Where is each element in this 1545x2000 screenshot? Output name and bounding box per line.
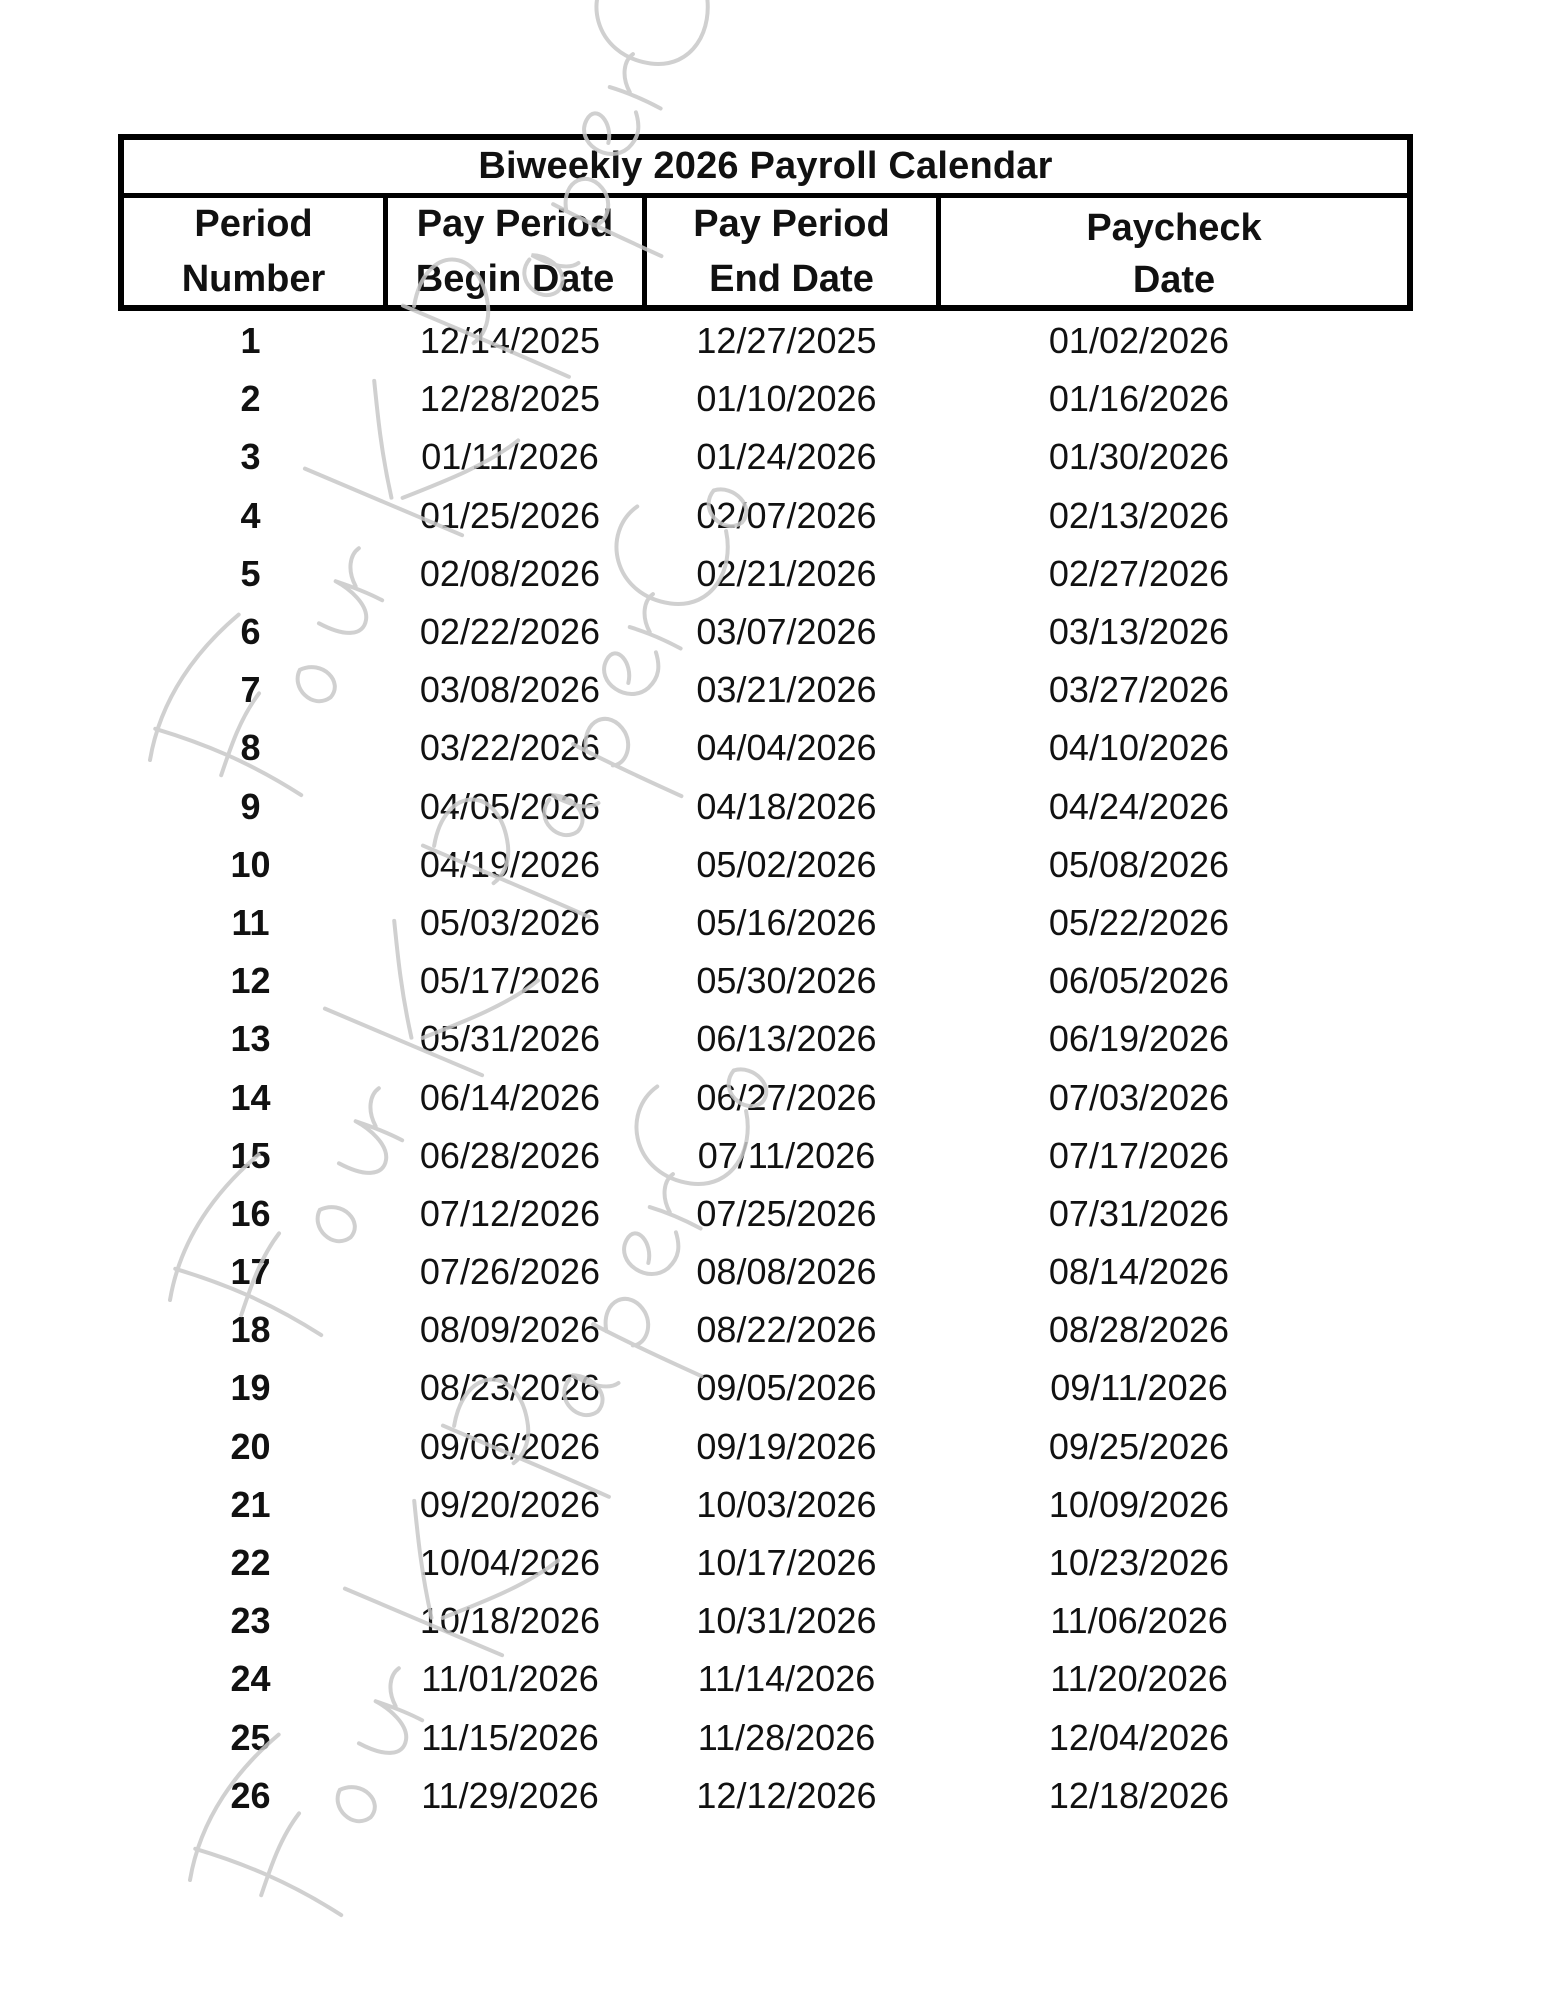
- period-number-cell: 4: [240, 494, 261, 536]
- paycheck-date-cell: 07/03/2026: [1048, 1076, 1230, 1118]
- end-date-cell: 02/21/2026: [696, 552, 877, 594]
- period-number-cell: 26: [230, 1774, 271, 1816]
- paycheck-date-cell: 02/13/2026: [1048, 494, 1230, 536]
- header-end-date-line1: Pay Period: [693, 202, 890, 245]
- end-date-cell: 01/24/2026: [696, 436, 877, 478]
- header-period-number-line2: Number: [181, 257, 326, 300]
- table-row: [118, 428, 1413, 486]
- payroll-table-header: [118, 134, 1413, 311]
- end-date-cell: 07/11/2026: [697, 1134, 876, 1176]
- period-number-cell: 5: [240, 552, 261, 594]
- end-date-cell: 10/31/2026: [696, 1600, 877, 1642]
- table-row: [118, 1359, 1413, 1417]
- end-date-cell: 03/07/2026: [696, 611, 877, 653]
- table-row: [118, 661, 1413, 719]
- begin-date-cell: 07/26/2026: [419, 1251, 601, 1293]
- end-date-cell: 09/05/2026: [696, 1367, 877, 1409]
- end-date-cell: 10/17/2026: [696, 1542, 877, 1584]
- table-row: [118, 1068, 1413, 1126]
- begin-date-cell: 07/12/2026: [419, 1192, 601, 1234]
- begin-date-cell: 10/18/2026: [419, 1600, 601, 1642]
- begin-date-cell: 09/20/2026: [419, 1483, 601, 1525]
- end-date-cell: 11/28/2026: [697, 1716, 876, 1758]
- period-number-cell: 3: [240, 436, 261, 478]
- end-date-cell: 08/08/2026: [696, 1251, 877, 1293]
- begin-date-cell: 05/03/2026: [419, 901, 601, 943]
- begin-date-cell: 08/09/2026: [419, 1309, 601, 1351]
- table-row: [118, 370, 1413, 428]
- begin-date-cell: 06/14/2026: [419, 1076, 601, 1118]
- table-row: [118, 1592, 1413, 1650]
- paycheck-date-cell: 05/08/2026: [1048, 843, 1230, 885]
- table-row: [118, 894, 1413, 952]
- period-number-cell: 10: [230, 843, 271, 885]
- end-date-cell: 12/27/2025: [696, 320, 877, 362]
- end-date-cell: 02/07/2026: [696, 494, 877, 536]
- end-date-cell: 10/03/2026: [696, 1483, 877, 1525]
- table-row: [118, 836, 1413, 894]
- table-row: [118, 545, 1413, 603]
- header-end-date-line2: End Date: [709, 257, 874, 300]
- begin-date-cell: 11/29/2026: [421, 1774, 599, 1816]
- begin-date-cell: 05/17/2026: [419, 960, 601, 1002]
- paycheck-date-cell: 11/06/2026: [1050, 1600, 1228, 1642]
- end-date-cell: 04/18/2026: [696, 785, 877, 827]
- column-header-row: [118, 198, 1413, 311]
- paycheck-date-cell: 12/18/2026: [1048, 1774, 1230, 1816]
- period-number-cell: 25: [230, 1716, 271, 1758]
- begin-date-cell: 08/23/2026: [419, 1367, 601, 1409]
- begin-date-cell: 09/06/2026: [419, 1425, 601, 1467]
- paycheck-date-cell: 07/17/2026: [1048, 1134, 1230, 1176]
- end-date-cell: 06/27/2026: [696, 1076, 877, 1118]
- table-title: Biweekly 2026 Payroll Calendar: [118, 134, 1413, 198]
- paycheck-date-cell: 01/30/2026: [1048, 436, 1230, 478]
- table-row: [118, 487, 1413, 545]
- end-date-cell: 05/02/2026: [696, 843, 877, 885]
- begin-date-cell: 10/04/2026: [419, 1542, 601, 1584]
- end-date-cell: 09/19/2026: [696, 1425, 877, 1467]
- header-begin-date-line1: Pay Period: [416, 202, 614, 245]
- table-row: [118, 952, 1413, 1010]
- paycheck-date-cell: 08/28/2026: [1048, 1309, 1230, 1351]
- paycheck-date-cell: 10/23/2026: [1048, 1542, 1230, 1584]
- table-row: [118, 1709, 1413, 1767]
- paycheck-date-cell: 06/05/2026: [1048, 960, 1230, 1002]
- period-number-cell: 20: [230, 1425, 271, 1467]
- paycheck-date-cell: 09/11/2026: [1050, 1367, 1228, 1409]
- paycheck-date-cell: 10/09/2026: [1048, 1483, 1230, 1525]
- begin-date-cell: 11/01/2026: [421, 1658, 599, 1700]
- begin-date-cell: 02/08/2026: [419, 552, 601, 594]
- begin-date-cell: 02/22/2026: [419, 611, 601, 653]
- paycheck-date-cell: 01/16/2026: [1048, 378, 1230, 420]
- period-number-cell: 22: [230, 1542, 271, 1584]
- paycheck-date-cell: 06/19/2026: [1048, 1018, 1230, 1060]
- period-number-cell: 17: [230, 1251, 271, 1293]
- period-number-cell: 11: [231, 901, 270, 943]
- table-row: [118, 1127, 1413, 1185]
- period-number-cell: 6: [240, 611, 261, 653]
- table-row: [118, 1010, 1413, 1068]
- period-number-cell: 13: [230, 1018, 271, 1060]
- begin-date-cell: 01/25/2026: [419, 494, 601, 536]
- paycheck-date-cell: 08/14/2026: [1048, 1251, 1230, 1293]
- paycheck-date-cell: 05/22/2026: [1048, 901, 1230, 943]
- period-number-cell: 21: [230, 1483, 271, 1525]
- end-date-cell: 04/04/2026: [696, 727, 877, 769]
- payroll-table-body: [118, 312, 1413, 1825]
- period-number-cell: 15: [230, 1134, 271, 1176]
- begin-date-cell: 12/28/2025: [419, 378, 601, 420]
- paycheck-date-cell: 11/20/2026: [1050, 1658, 1228, 1700]
- end-date-cell: 06/13/2026: [696, 1018, 877, 1060]
- period-number-cell: 24: [230, 1658, 271, 1700]
- paycheck-date-cell: 02/27/2026: [1048, 552, 1230, 594]
- begin-date-cell: 06/28/2026: [419, 1134, 601, 1176]
- table-row: [118, 1418, 1413, 1476]
- period-number-cell: 23: [230, 1600, 271, 1642]
- period-number-cell: 1: [240, 320, 261, 362]
- period-number-cell: 2: [240, 378, 261, 420]
- begin-date-cell: 03/08/2026: [419, 669, 601, 711]
- table-row: [118, 1243, 1413, 1301]
- end-date-cell: 05/30/2026: [696, 960, 877, 1002]
- end-date-cell: 03/21/2026: [696, 669, 877, 711]
- header-paycheck-date-line1: Paycheck: [1086, 207, 1262, 249]
- period-number-cell: 18: [230, 1309, 271, 1351]
- period-number-cell: 12: [230, 960, 271, 1002]
- table-row: [118, 1767, 1413, 1825]
- table-row: [118, 1476, 1413, 1534]
- period-number-cell: 7: [240, 669, 261, 711]
- period-number-cell: 19: [230, 1367, 271, 1409]
- table-row: [118, 1301, 1413, 1359]
- paycheck-date-cell: 04/24/2026: [1048, 785, 1230, 827]
- paycheck-date-cell: 09/25/2026: [1048, 1425, 1230, 1467]
- header-begin-date: [383, 198, 642, 305]
- header-begin-date-line2: Begin Date: [415, 257, 615, 300]
- end-date-cell: 05/16/2026: [696, 901, 877, 943]
- table-row: [118, 778, 1413, 836]
- end-date-cell: 01/10/2026: [696, 378, 877, 420]
- begin-date-cell: 12/14/2025: [419, 320, 601, 362]
- header-period-number: [124, 198, 383, 305]
- period-number-cell: 14: [230, 1076, 271, 1118]
- paycheck-date-cell: 03/13/2026: [1048, 611, 1230, 653]
- paycheck-date-cell: 04/10/2026: [1048, 727, 1230, 769]
- begin-date-cell: 03/22/2026: [419, 727, 601, 769]
- paycheck-date-cell: 12/04/2026: [1048, 1716, 1230, 1758]
- paycheck-date-cell: 01/02/2026: [1048, 320, 1230, 362]
- begin-date-cell: 01/11/2026: [421, 436, 599, 478]
- end-date-cell: 12/12/2026: [696, 1774, 877, 1816]
- end-date-cell: 08/22/2026: [696, 1309, 877, 1351]
- period-number-cell: 16: [230, 1192, 271, 1234]
- header-paycheck-date-line2: Date: [1132, 259, 1216, 301]
- header-paycheck-date: [936, 198, 1407, 305]
- begin-date-cell: 04/05/2026: [419, 785, 601, 827]
- header-period-number-line1: Period: [194, 202, 313, 245]
- begin-date-cell: 11/15/2026: [421, 1716, 599, 1758]
- header-end-date: [642, 198, 936, 305]
- paycheck-date-cell: 03/27/2026: [1048, 669, 1230, 711]
- table-row: [118, 719, 1413, 777]
- period-number-cell: 9: [240, 785, 261, 827]
- end-date-cell: 11/14/2026: [697, 1658, 876, 1700]
- paycheck-date-cell: 07/31/2026: [1048, 1192, 1230, 1234]
- period-number-cell: 8: [240, 727, 261, 769]
- table-row: [118, 312, 1413, 370]
- table-row: [118, 1534, 1413, 1592]
- table-row: [118, 1650, 1413, 1708]
- begin-date-cell: 05/31/2026: [419, 1018, 601, 1060]
- table-row: [118, 603, 1413, 661]
- table-row: [118, 1185, 1413, 1243]
- end-date-cell: 07/25/2026: [696, 1192, 877, 1234]
- begin-date-cell: 04/19/2026: [419, 843, 601, 885]
